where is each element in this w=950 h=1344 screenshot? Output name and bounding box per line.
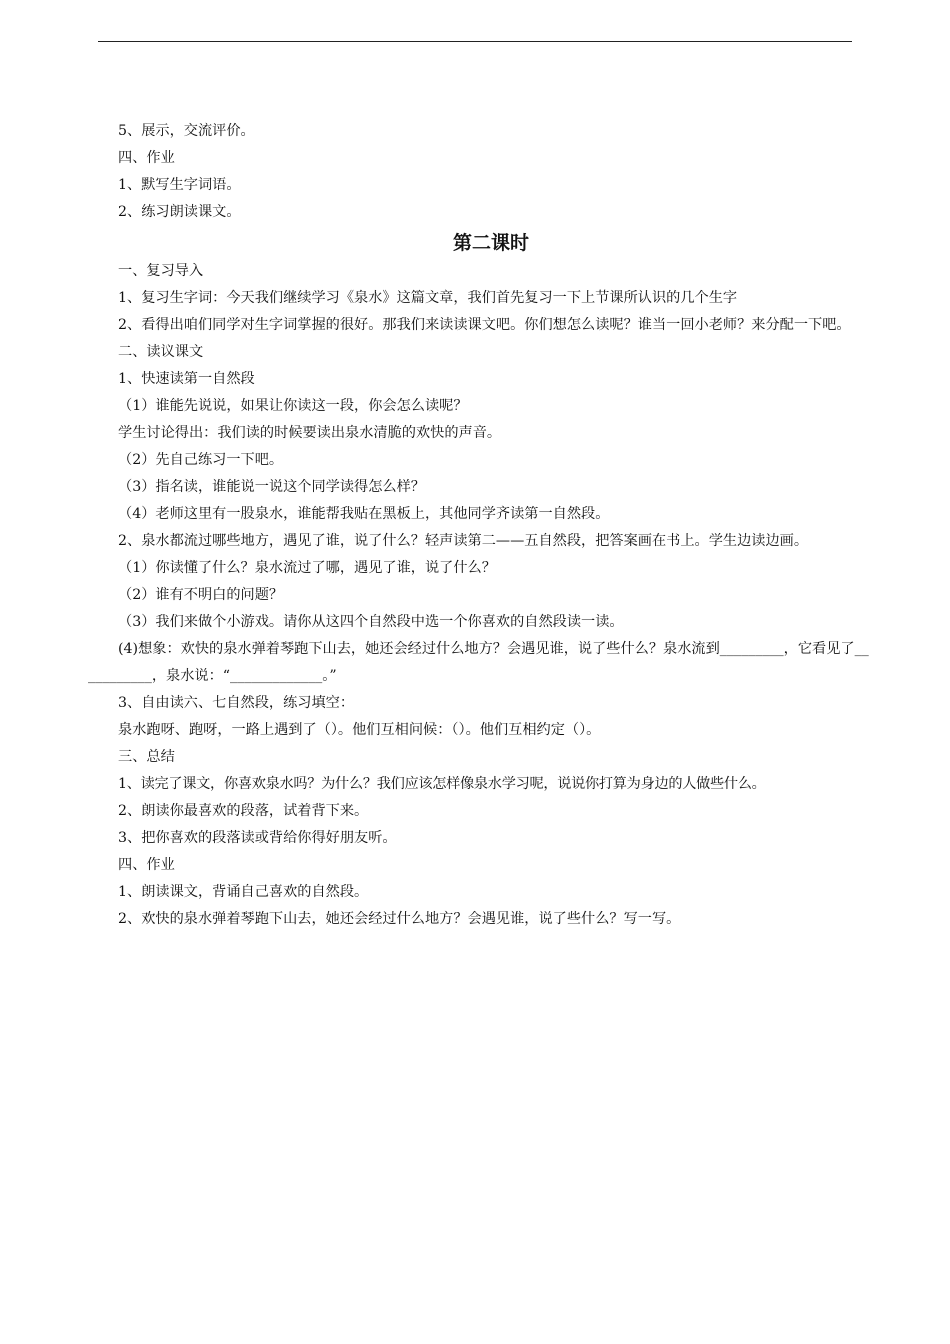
- paragraph: （4）老师这里有一股泉水，谁能帮我贴在黑板上，其他同学齐读第一自然段。: [118, 506, 610, 522]
- paragraph: 1、默写生字词语。: [118, 177, 241, 193]
- paragraph: （1）谁能先说说，如果让你读这一段，你会怎么读呢？: [118, 398, 468, 414]
- paragraph: 2、练习朗读课文。: [118, 204, 241, 220]
- paragraph: （2）谁有不明白的问题？: [118, 587, 284, 603]
- paragraph: （1）你读懂了什么？泉水流过了哪，遇见了谁，说了什么？: [118, 560, 496, 576]
- paragraph: 2、欢快的泉水弹着琴跑下山去，她还会经过什么地方？会遇见谁，说了些什么？写一写。: [118, 911, 681, 927]
- lesson-title: 第二课时: [452, 232, 529, 254]
- paragraph: 3、把你喜欢的段落读或背给你得好朋友听。: [118, 830, 397, 846]
- paragraph: 5、展示，交流评价。: [118, 123, 255, 139]
- header-rule: [98, 41, 852, 42]
- paragraph: 2、朗读你最喜欢的段落，试着背下来。: [118, 803, 369, 819]
- section-heading: 四、作业: [118, 150, 175, 166]
- section-heading: 三、总结: [118, 749, 175, 765]
- paragraph: 学生讨论得出：我们读的时候要读出泉水清脆的欢快的声音。: [118, 425, 502, 441]
- paragraph: 泉水跑呀、跑呀，一路上遇到了（）。他们互相问候：（）。他们互相约定（）。: [118, 722, 601, 738]
- document-body: [88, 118, 874, 933]
- paragraph: 2、看得出咱们同学对生字词掌握的很好。那我们来读读课文吧。你们想怎么读呢？谁当一回小老师？来分配一下吧。: [118, 317, 851, 333]
- section-heading: 一、复习导入: [118, 263, 204, 279]
- paragraph: （3）我们来做个小游戏。请你从这四个自然段中选一个你喜欢的自然段读一读。: [118, 614, 624, 630]
- paragraph: 1、快速读第一自然段: [118, 371, 255, 387]
- section-heading: 四、作业: [118, 857, 175, 873]
- paragraph: 2、泉水都流过哪些地方，遇见了谁，说了什么？轻声读第二——五自然段，把答案画在书上。学生边读边画。: [118, 533, 809, 549]
- paragraph: 3、自由读六、七自然段，练习填空：: [118, 695, 355, 711]
- paragraph: 1、朗读课文，背诵自己喜欢的自然段。: [118, 884, 369, 900]
- paragraph: （3）指名读，谁能说一说这个同学读得怎么样？: [118, 479, 425, 495]
- paragraph: 1、读完了课文，你喜欢泉水吗？为什么？我们应该怎样像泉水学习呢，说说你打算为身边的人做些什么。: [118, 776, 766, 792]
- paragraph: 1、复习生字词：今天我们继续学习《泉水》这篇文章，我们首先复习一下上节课所认识的几个生字: [118, 290, 738, 306]
- paragraph: （2）先自己练习一下吧。: [118, 452, 284, 468]
- section-heading: 二、读议课文: [118, 344, 204, 360]
- paragraph: (4)想象：欢快的泉水弹着琴跑下山去，她还会经过什么地方？会遇见谁，说了些什么？泉水流到_________，它看见了___________，泉水说：“_____________。”: [88, 641, 869, 684]
